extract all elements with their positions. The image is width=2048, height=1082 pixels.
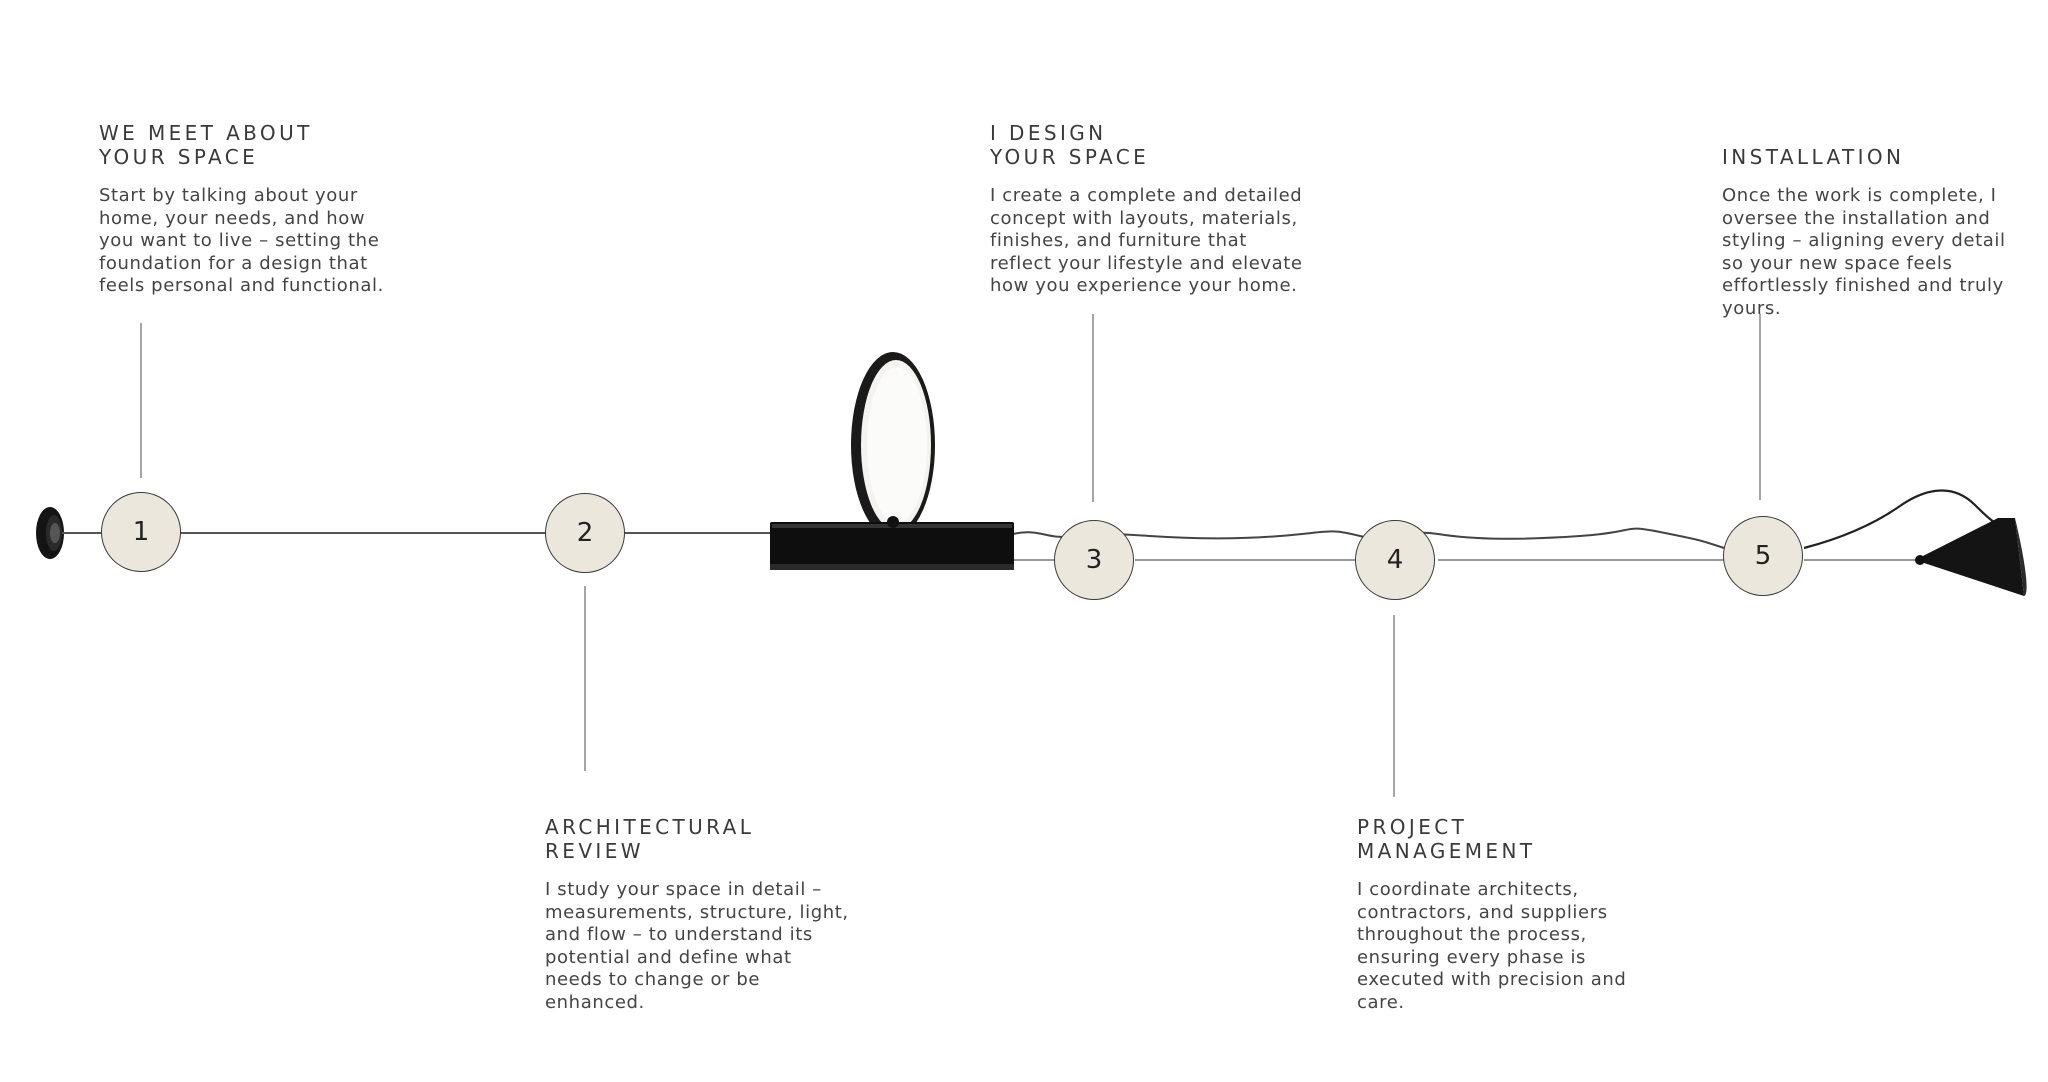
step-3-node: 3 xyxy=(1054,520,1134,600)
step-3-description: I create a complete and detailed concept with layouts, materials, finishes, and furniture that reflect your lifestyle and elevate how you experience your home. xyxy=(990,185,1303,296)
step-1-node: 1 xyxy=(101,492,181,572)
step-5-description: Once the work is complete, I oversee the installation and styling – aligning every detail so your new space feels effortlessly finished and truly yours. xyxy=(1722,185,2006,319)
step-5-title: INSTALLATION xyxy=(1722,145,1905,169)
step-4-title: PROJECT MANAGEMENT xyxy=(1357,815,1536,863)
step-3-title: I DESIGN YOUR SPACE xyxy=(990,121,1150,169)
step-3 xyxy=(990,121,1305,298)
step-5-node: 5 xyxy=(1723,516,1803,596)
step-1 xyxy=(99,121,399,298)
wall-mount-icon xyxy=(36,507,102,559)
step-2 xyxy=(545,815,850,1014)
step-1-title: WE MEET ABOUT YOUR SPACE xyxy=(99,121,313,169)
pendant-lamp-icon xyxy=(1915,518,2027,596)
mirror-lamp-icon xyxy=(770,352,1014,570)
step-2-description: I study your space in detail – measurements, structure, light, and flow – to understand its potential and define what needs to change or be enhanced. xyxy=(545,879,849,1013)
step-4-description: I coordinate architects, contractors, and suppliers throughout the process, ensuring every phase is executed with precision and care. xyxy=(1357,879,1627,1013)
step-5 xyxy=(1722,145,2032,320)
step-4-node: 4 xyxy=(1355,520,1435,600)
step-4 xyxy=(1357,815,1642,1014)
step-2-title: ARCHITECTURAL REVIEW xyxy=(545,815,755,863)
step-1-description: Start by talking about your home, your needs, and how you want to live – setting the foundation for a design that feels personal and functional. xyxy=(99,185,384,296)
step-2-node: 2 xyxy=(545,493,625,573)
